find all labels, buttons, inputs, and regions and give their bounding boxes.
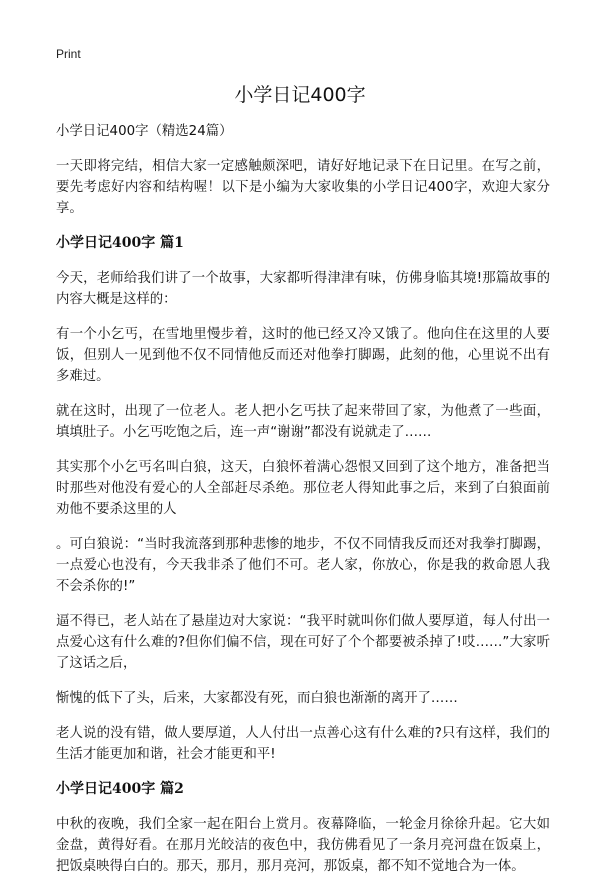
paragraph: 中秋的夜晚，我们全家一起在阳台上赏月。夜幕降临，一轮金月徐徐升起。它大如金盘，黄得好看。在那月光皎洁的夜色中，我仿佛看见了一条月亮河盘在饭桌上，把饭桌映得白白的。那天，那月，那月亮河，那饭桌，都不知不觉地合为一体。 — [56, 817, 550, 874]
paragraph: 逼不得已，老人站在了悬崖边对大家说：“我平时就叫你们做人要厚道，每人付出一点爱心这有什么难的?但你们偏不信，现在可好了个个都要被杀掉了!哎……”大家听了这话之后， — [56, 614, 550, 671]
article-body — [56, 121, 550, 891]
print-link[interactable]: Print — [56, 47, 81, 61]
article-subtitle: 小学日记400字（精选24篇） — [56, 124, 233, 139]
paragraph: 其实那个小乞丐名叫白狼，这天，白狼怀着满心怨恨又回到了这个地方，准备把当时那些对他没有爱心的人全部赶尽杀绝。那位老人得知此事之后，来到了白狼面前劝他不要杀这里的人 — [56, 460, 550, 517]
intro-paragraph: 一天即将完结，相信大家一定感触颇深吧，请好好地记录下在日记里。在写之前，要先考虑好内容和结构喔！以下是小编为大家收集的小学日记400字，欢迎大家分享。 — [56, 159, 550, 216]
section-heading-1: 小学日记400字 篇1 — [56, 235, 184, 251]
paragraph: 有一个小乞丐，在雪地里慢步着，这时的他已经又冷又饿了。他向住在这里的人要饭，但别人一见到他不仅不同情他反而还对他拳打脚踢，此刻的他，心里说不出有多难过。 — [56, 327, 550, 384]
paragraph: 就在这时，出现了一位老人。老人把小乞丐扶了起来带回了家，为他煮了一些面，填填肚子。小乞丐吃饱之后，连一声“谢谢”都没有说就走了…… — [56, 404, 550, 440]
page-title: 小学日记400字 — [234, 84, 366, 106]
paragraph: 今天，老师给我们讲了一个故事，大家都听得津津有味，仿佛身临其境!那篇故事的内容大概是这样的： — [56, 271, 550, 307]
paragraph: 惭愧的低下了头，后来，大家都没有死，而白狼也渐渐的离开了…… — [56, 691, 458, 706]
paragraph: 。可白狼说：“当时我流落到那种悲惨的地步，不仅不同情我反而还对我拳打脚踢，一点爱心也没有，今天我非杀了他们不可。老人家，你放心，你是我的救命恩人我不会杀你的!” — [56, 537, 550, 594]
paragraph: 老人说的没有错，做人要厚道，人人付出一点善心这有什么难的?只有这样，我们的生活才能更加和谐，社会才能更和平! — [56, 726, 550, 762]
section-heading-2: 小学日记400字 篇2 — [56, 781, 184, 797]
